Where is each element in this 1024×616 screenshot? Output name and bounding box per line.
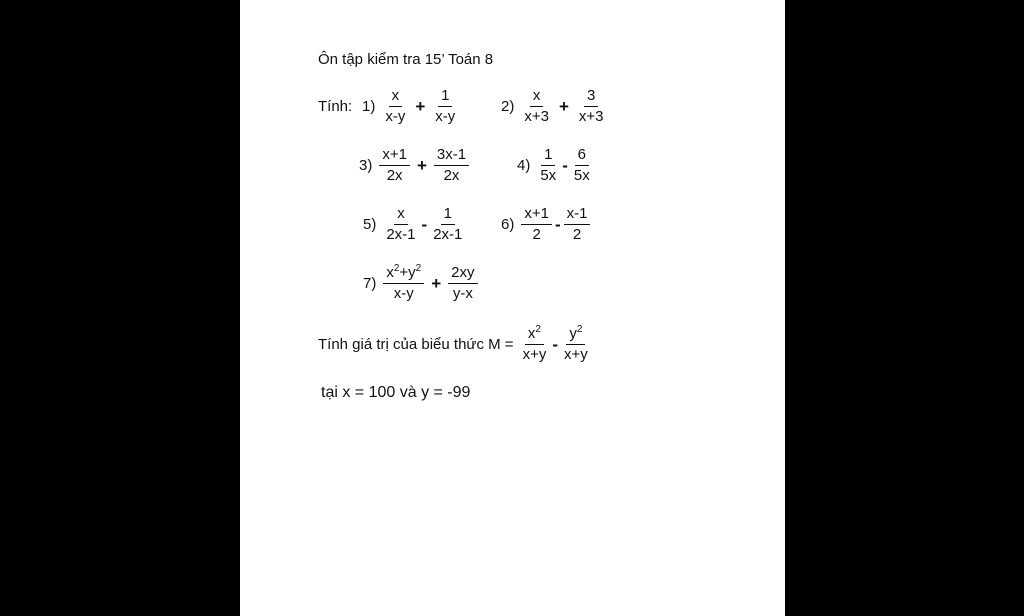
operator: -: [421, 214, 428, 234]
denominator: 2: [572, 226, 582, 243]
fraction-b: [432, 87, 458, 126]
denominator: 2x: [386, 167, 403, 184]
numerator: 6: [575, 146, 589, 166]
problem-number: 2): [501, 98, 515, 115]
operator: -: [552, 334, 558, 354]
numerator: x-1: [564, 205, 591, 225]
operator: -: [562, 155, 568, 175]
exponent: 2: [415, 263, 422, 274]
denominator: y-x: [452, 285, 473, 302]
operator: +: [415, 96, 426, 116]
denominator: 2x: [443, 167, 460, 184]
fraction-a: [379, 146, 410, 185]
term-x: x: [386, 264, 394, 281]
problem-3: [359, 146, 471, 185]
numerator: 3: [584, 87, 598, 107]
problem-6: [501, 205, 592, 244]
operator: +: [431, 273, 442, 293]
condition-text: tại x = 100 và y = -99: [321, 384, 471, 401]
expression-m: [318, 325, 593, 364]
denominator: 2x-1: [433, 226, 463, 243]
numerator: x: [394, 205, 408, 225]
denominator: 2x-1: [386, 226, 416, 243]
exponent: 2: [535, 324, 541, 335]
fraction-b: [448, 264, 477, 303]
denominator: x-y: [435, 108, 456, 125]
problem-number: 1): [362, 98, 376, 115]
numerator: 1: [441, 205, 455, 225]
numerator: x+1: [379, 146, 410, 166]
expression-text: Tính giá trị của biểu thức M =: [318, 336, 514, 353]
problem-5: [363, 205, 467, 244]
denominator: x-y: [385, 108, 406, 125]
problem-2: [501, 87, 609, 126]
fraction-b: [430, 205, 465, 244]
numerator: 1: [438, 87, 452, 107]
numerator: x: [389, 87, 403, 107]
exponent: 2: [393, 263, 400, 274]
fraction-a: [521, 205, 552, 244]
fraction-a: [382, 87, 408, 126]
fraction-b: [571, 146, 593, 185]
exponent: 2: [576, 324, 583, 335]
fraction-b: [564, 205, 591, 244]
denominator: 5x: [573, 167, 590, 184]
problem-number: 7): [363, 275, 377, 292]
problem-number: 6): [501, 216, 515, 233]
denominator: x+y: [522, 346, 547, 363]
fraction-b: [561, 325, 591, 364]
problem-1: [362, 87, 460, 126]
fraction-a: [520, 325, 550, 364]
fraction-a: [521, 87, 552, 126]
fraction-b: [576, 87, 607, 126]
denominator: x-y: [393, 285, 414, 302]
fraction-a: [383, 205, 418, 244]
operator: -: [554, 214, 561, 234]
denominator: x+3: [578, 108, 604, 125]
problem-number: 3): [359, 157, 373, 174]
numerator: 2xy: [448, 264, 477, 284]
numerator: 1: [541, 146, 555, 166]
numerator: x: [530, 87, 544, 107]
tinh-label: Tính:: [318, 98, 353, 115]
fraction-b: [434, 146, 469, 185]
numerator: [566, 325, 585, 345]
problem-4: [517, 146, 595, 185]
denominator: x+y: [564, 346, 588, 363]
numerator: [525, 325, 544, 345]
problem-7: [363, 264, 480, 303]
denominator: 5x: [540, 167, 557, 184]
problem-number: 5): [363, 216, 377, 233]
term-x: x: [527, 325, 536, 342]
operator: +: [416, 155, 427, 175]
document-title: Ôn tập kiểm tra 15’ Toán 8: [318, 51, 494, 68]
fraction-a: [383, 264, 424, 303]
operator: +: [558, 96, 569, 116]
numerator: [383, 264, 424, 284]
term-y: y: [569, 325, 577, 342]
denominator: 2: [532, 226, 541, 243]
numerator: 3x-1: [434, 146, 469, 166]
denominator: x+3: [524, 108, 549, 125]
document-page: [240, 0, 785, 616]
problem-number: 4): [517, 157, 531, 174]
numerator: x+1: [521, 205, 552, 225]
term-y: +y: [399, 264, 416, 281]
fraction-a: [537, 146, 559, 185]
